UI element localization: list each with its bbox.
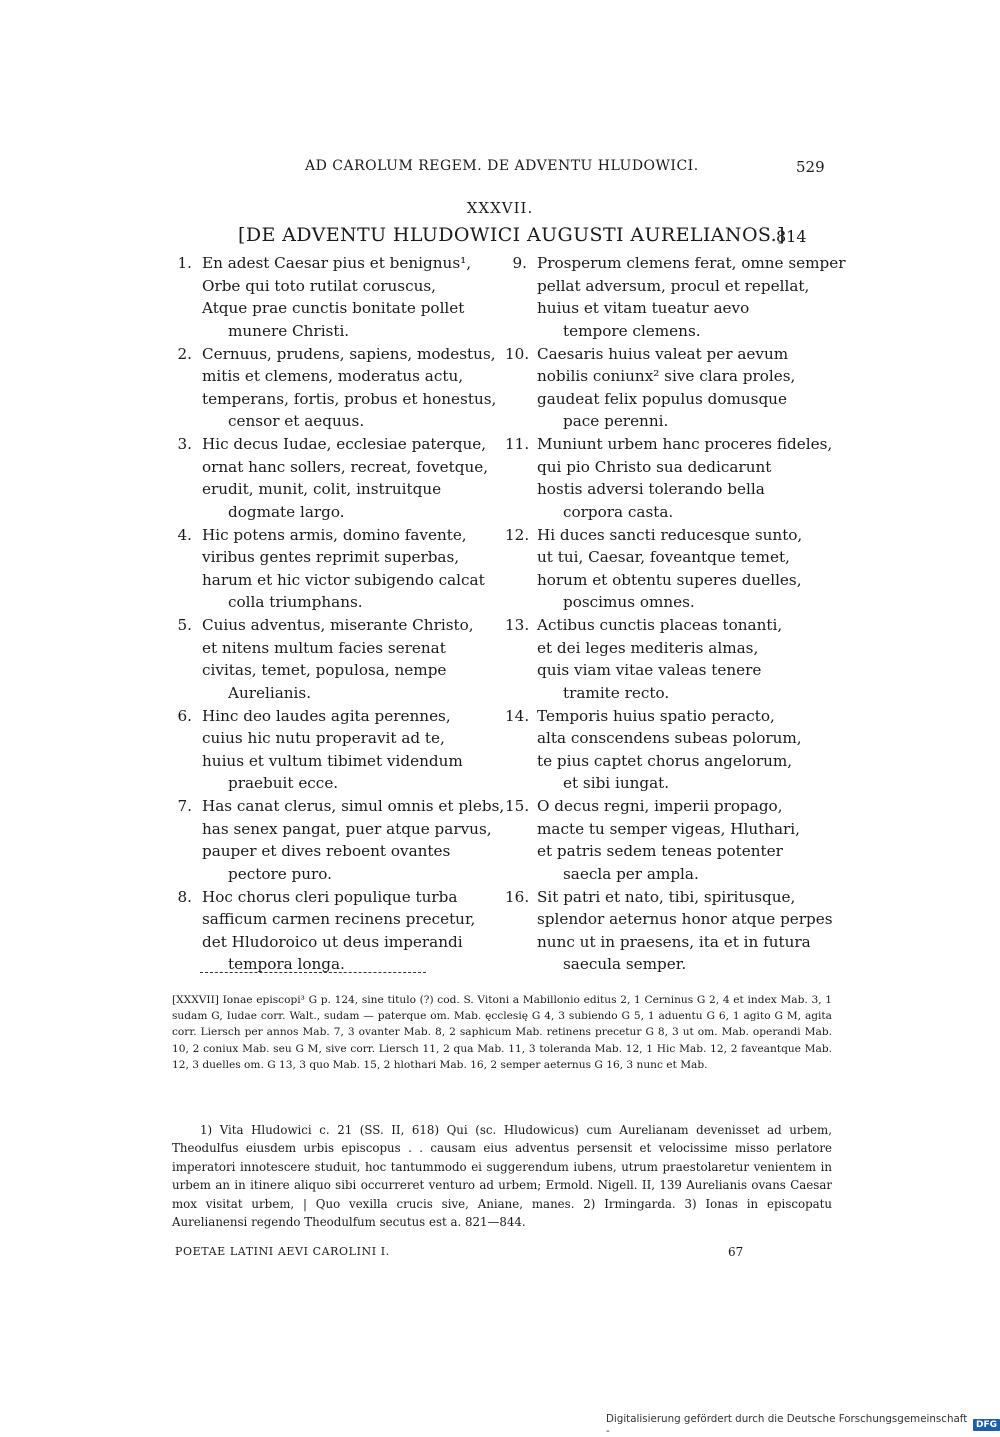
stanza [505,705,835,795]
stanza-number: 11. [505,435,530,453]
verse-line: Cuius adventus, miserante Christo, [202,616,474,634]
verse-line: corpora casta. [563,502,674,521]
verse-line: temperans, fortis, probus et honestus, [202,389,497,408]
verse-line: et sibi iungat. [563,774,670,792]
stanza-number: 16. [505,887,530,906]
verse-line: nunc ut in praesens, ita et in futura [537,932,811,951]
poem-title: [DE ADVENTU HLUDOWICI AUGUSTI AURELIANOS.] [238,224,785,246]
verse-line: hostis adversi tolerando bella [537,480,765,498]
stanza [170,343,500,433]
verse-line: huius et vitam tueatur aevo [537,299,750,317]
footnotes [172,1121,832,1231]
stanza-number: 7. [177,797,192,815]
verse-line: Hic potens armis, domino favente, [202,525,467,544]
series-title: POETAE LATINI AEVI CAROLINI I. [175,1245,390,1258]
stanza-number: 13. [505,616,530,634]
verse-line: splendor aeternus honor atque perpes [537,910,833,928]
verse-line: pace perenni. [563,412,669,430]
running-title: AD CAROLUM REGEM. DE ADVENTU HLUDOWICI. [305,158,699,174]
verse-line: Hic decus Iudae, ecclesiae paterque, [202,435,487,453]
verse-line: En adest Caesar pius et benignus¹, [202,254,472,272]
stanza [505,886,835,976]
verse-line: Hi duces sancti reducesque sunto, [537,525,803,544]
verse-line: has senex pangat, puer atque parvus, [202,819,492,838]
verse-line: safficum carmen recinens precetur, [202,910,476,928]
stanza [170,433,500,523]
verse-line: dogmate largo. [228,502,345,521]
verse-line: saecula semper. [563,955,687,973]
verse-line: tempora longa. [228,955,345,973]
verse-line: Muniunt urbem hanc proceres fideles, [537,435,833,453]
footnote-text: 1) Vita Hludowici c. 21 (SS. II, 618) Qui (sc. Hludowicus) cum Aurelianam devenisset ad urbem, Theodulfus eiusdem urbis episcopus . . causam eius adventus persensit et velocissime misso perlatore imperatori innotescere studuit, hoc tantummodo ei suggerendum iubens, utrum praestolaretur venientem in urbem an in itinere aliquo sibi occurreret venturo ad urbem; Ermold. Nigell. II, 139 Aurelianis ovans Caesar mox visitat urbem, | Quo vexilla crucis sive, Aniane, manes. 2) Irmingarda. 3) Ionas in episcopatu Aurelianensi regendo Theodulfum secutus est a. 821—844. [172,1123,832,1230]
verse-line: te pius captet chorus angelorum, [537,751,793,770]
verse-line: tempore clemens. [563,321,701,340]
stanza-number: 12. [505,525,530,544]
stanza-number: 5. [177,616,192,634]
poem-number: XXXVII. [466,199,534,217]
stanza [170,524,500,614]
footnote-divider [200,972,426,973]
verse-line: colla triumphans. [228,593,363,611]
stanza [505,614,835,704]
verse-line: ornat hanc sollers, recreat, fovetque, [202,457,489,476]
verse-line: Atque prae cunctis bonitate pollet [202,299,465,317]
verse-line: Actibus cunctis placeas tonanti, [537,616,783,634]
dfg-logo: DFG [973,1419,1000,1431]
page-number: 529 [796,158,825,176]
stanza [170,705,500,795]
verse-line: Caesaris huius valeat per aevum [537,344,789,363]
stanza [170,252,500,342]
verse-line: Hinc deo laudes agita perennes, [202,706,451,725]
verse-line: pellat adversum, procul et repellat, [537,276,810,295]
stanza [170,886,500,976]
stanza-number: 2. [177,344,192,363]
stanza-number: 9. [512,254,527,272]
stanza-number: 14. [505,706,530,725]
verse-line: censor et aequus. [228,412,365,430]
verse-line: det Hludoroico ut deus imperandi [202,932,463,951]
stanza-number: 3. [177,435,192,453]
stanza-number: 1. [177,254,192,272]
verse-line: nobilis coniunx² sive clara proles, [537,367,796,385]
verse-line: saecla per ampla. [563,864,699,883]
verse-line: praebuit ecce. [228,774,339,792]
digitization-credit-text: Digitalisierung gefördert durch die Deutsche Forschungsgemeinschaft - [606,1413,968,1437]
stanza-number: 10. [505,344,530,363]
sheet-number: 67 [728,1245,744,1259]
verse-line: cuius hic nutu properavit ad te, [202,729,445,747]
verse-line: huius et vultum tibimet videndum [202,751,463,770]
stanza [170,795,505,885]
running-header [0,158,1000,182]
stanza [505,252,846,342]
verse-line: Hoc chorus cleri populique turba [202,887,458,906]
verse-line: et nitens multum facies serenat [202,638,446,657]
verse-line: et dei leges mediteris almas, [537,638,759,657]
digitization-credit [606,1413,1000,1437]
verse-line: poscimus omnes. [563,593,695,611]
stanza-number: 15. [505,797,530,815]
stanza [505,433,835,523]
verse-line: alta conscendens subeas polorum, [537,729,802,747]
verse-line: Orbe qui toto rutilat coruscus, [202,276,436,295]
verse-line: Cernuus, prudens, sapiens, modestus, [202,344,496,363]
poem-year: 814 [776,227,807,246]
verse-line: civitas, temet, populosa, nempe [202,661,447,679]
stanza-number: 4. [177,525,192,544]
verse-line: O decus regni, imperii propago, [537,797,783,815]
verse-line: quis viam vitae valeas tenere [537,661,762,679]
stanza-number: 6. [177,706,192,725]
stanza [505,795,835,885]
verse-line: tramite recto. [563,683,670,702]
verse-line: Temporis huius spatio peracto, [537,706,775,725]
verse-line: viribus gentes reprimit superbas, [202,548,460,566]
stanza [170,614,500,704]
verse-line: macte tu semper vigeas, Hluthari, [537,819,800,838]
verse-line: ut tui, Caesar, foveantque temet, [537,548,790,566]
verse-line: horum et obtentu superes duelles, [537,570,802,589]
verse-line: pauper et dives reboent ovantes [202,842,451,860]
verse-line: Sit patri et nato, tibi, spiritusque, [537,887,796,906]
verse-line: gaudeat felix populus domusque [537,389,787,408]
verse-line: munere Christi. [228,321,350,340]
verse-line: erudit, munit, colit, instruitque [202,480,442,498]
verse-line: Has canat clerus, simul omnis et plebs, [202,797,505,815]
verse-line: qui pio Christo sua dedicarunt [537,457,772,476]
verse-line: harum et hic victor subigendo calcat [202,570,485,589]
verse-line: mitis et clemens, moderatus actu, [202,367,464,385]
stanza-number: 8. [177,887,192,906]
critical-apparatus: [XXXVII] Ionae episcopi³ G p. 124, sine titulo (?) cod. S. Vitoni a Mabillonio editus 2, 1 Cerninus G 2, 4 et index Mab. 3, 1 sudam G, Iudae corr. Walt., sudam — paterque om. Mab. ęcclesię G 4, 3 subiendo G 5, 1 aduentu G 6, 1 agito G M, agita corr. Liersch per annos Mab. 7, 3 ovanter Mab. 8, 2 saphicum Mab. retinens precetur G 8, 3 ut om. Mab. operandi Mab. 10, 2 coniux Mab. seu G M, sive corr. Liersch 11, 2 qua Mab. 11, 3 toleranda Mab. 12, 1 Hic Mab. 12, 2 faveantque Mab. 12, 3 duelles om. G 13, 3 quo Mab. 15, 2 hlothari Mab. 16, 2 semper aeternus G 16, 3 nunc et Mab. [172,994,832,1071]
verse-line: Prosperum clemens ferat, omne semper [537,254,846,272]
stanza [505,343,835,433]
verse-line: Aurelianis. [228,683,312,702]
verse-line: pectore puro. [228,864,333,883]
verse-line: et patris sedem teneas potenter [537,842,783,860]
stanza [505,524,835,614]
